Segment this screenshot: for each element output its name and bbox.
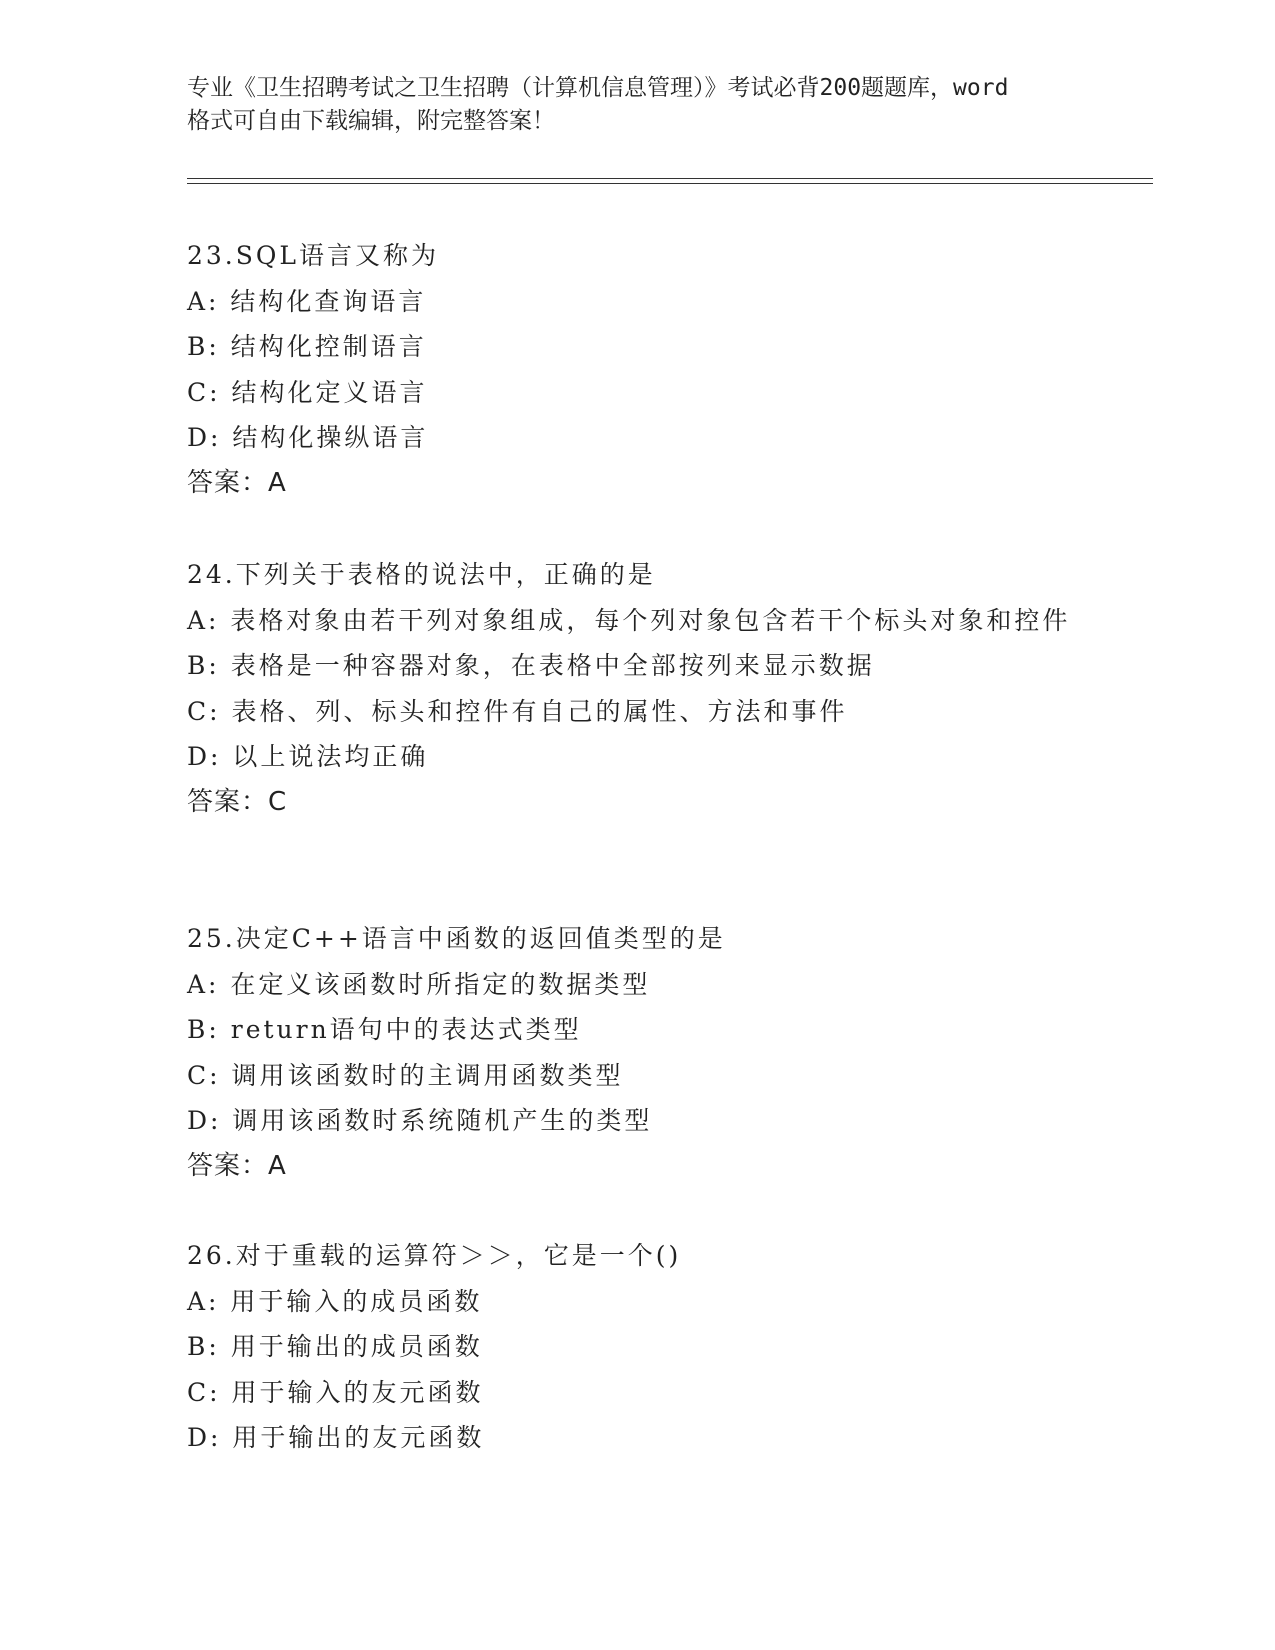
- answer: 答案：C: [187, 786, 288, 817]
- option-a: A: 表格对象由若干列对象组成，每个列对象包含若干个标头对象和控件: [187, 605, 1071, 635]
- option-c: C: 调用该函数时的主调用函数类型: [187, 1060, 624, 1090]
- option-b: B: 用于输出的成员函数: [187, 1332, 483, 1361]
- option-d: D: 以上说法均正确: [187, 742, 429, 771]
- option-c: C: 表格、列、标头和控件有自己的属性、方法和事件: [187, 696, 848, 726]
- option-d: D: 用于输出的友元函数: [187, 1423, 485, 1452]
- option-a: A: 用于输入的成员函数: [187, 1286, 483, 1316]
- header-title-line-1: 专业《卫生招聘考试之卫生招聘（计算机信息管理）》考试必背200题题库，word: [187, 75, 1009, 101]
- option-d: D: 结构化操纵语言: [187, 423, 429, 452]
- question-26: [187, 1233, 1087, 1461]
- answer: 答案：A: [187, 1150, 287, 1181]
- option-c: C: 用于输入的友元函数: [187, 1377, 484, 1407]
- option-b: B: 结构化控制语言: [187, 332, 427, 361]
- option-b: B: return语句中的表达式类型: [187, 1015, 582, 1044]
- header-divider-bottom: [187, 183, 1153, 184]
- option-d: D: 调用该函数时系统随机产生的类型: [187, 1106, 653, 1135]
- option-b: B: 表格是一种容器对象，在表格中全部按列来显示数据: [187, 651, 875, 680]
- question-stem: 24.下列关于表格的说法中，正确的是: [187, 560, 656, 589]
- answer: 答案：A: [187, 467, 287, 498]
- question-25: [187, 916, 1087, 1189]
- option-a: A: 在定义该函数时所指定的数据类型: [187, 969, 651, 999]
- document-header: [187, 72, 1087, 138]
- question-23: [187, 233, 1087, 506]
- question-stem: 23.SQL语言又称为: [187, 241, 439, 270]
- option-a: A: 结构化查询语言: [187, 286, 427, 316]
- header-divider-top: [187, 178, 1153, 179]
- question-24: [187, 552, 1087, 825]
- question-stem: 25.决定C++语言中函数的返回值类型的是: [187, 924, 726, 953]
- header-title-line-2: 格式可自由下载编辑，附完整答案！: [187, 108, 555, 134]
- option-c: C: 结构化定义语言: [187, 377, 428, 407]
- question-stem: 26.对于重载的运算符＞＞，它是一个(): [187, 1241, 682, 1270]
